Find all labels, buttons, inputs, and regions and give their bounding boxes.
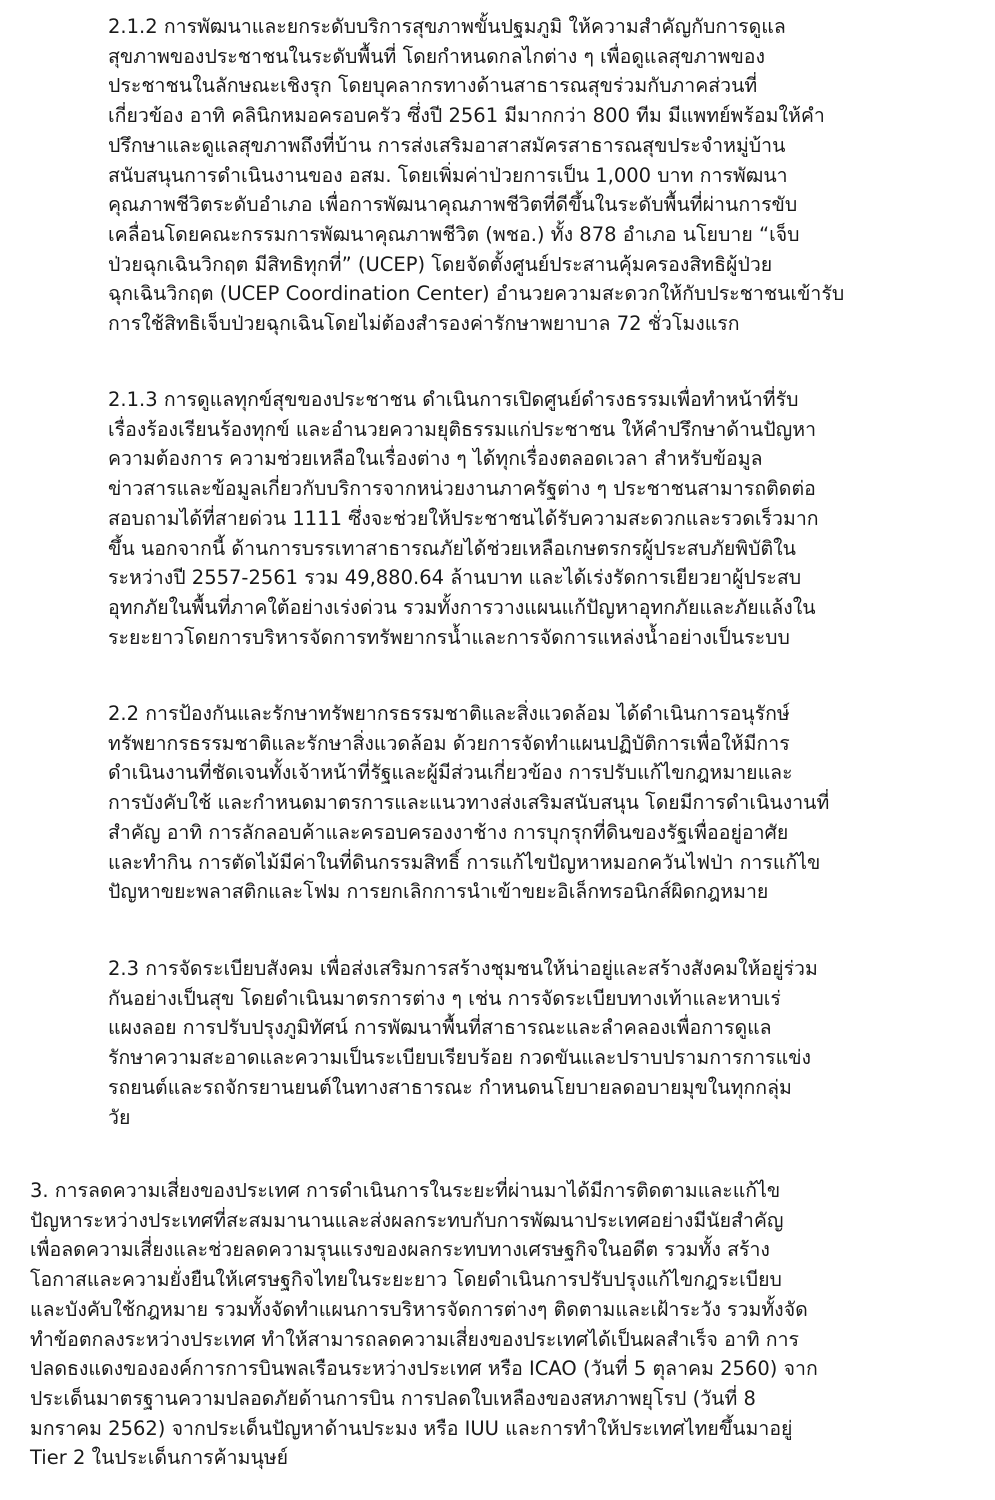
paragraph-2-2: 2.2 การป้องกันและรักษาทรัพยากรธรรมชาติและสิ่งแวดล้อม ได้ดำเนินการอนุรักษ์ ทรัพยากรธรรมชาติและรักษาสิ่งแวดล้อม ด้วยการจัดทำแผนปฏิบัติการเพื่อให้มีการ ดำเนินงานที่ชัดเจนทั้งเจ้าหน้าที่รัฐและผู้มีส่วนเกี่ยวข้อง การปรับแก้ไขกฎหมายและ การบังคับใช้ และกำหนดมาตรการและแนวทางส่งเสริมสนับสนุน โดยมีการดำเนินงานที่ สำคัญ อาทิ การลักลอบค้าและครอบครองงาช้าง การบุกรุกที่ดินของรัฐเพื่ออยู่อาศัย และทำกิน การตัดไม้มีค่าในที่ดินกรรมสิทธิ์ การแก้ไขปัญหาหมอกควันไฟป่า การแก้ไข ปัญหาขยะพลาสติกและโฟม การยกเลิกการนำเข้าขยะอิเล็กทรอนิกส์ผิดกฎหมาย [108,702,830,904]
paragraph-3: 3. การลดความเสี่ยงของประเทศ การดำเนินการในระยะที่ผ่านมาได้มีการติดตามและแก้ไข ปัญหาระหว่างประเทศที่สะสมมานานและส่งผลกระทบกับการพัฒนาประเทศอย่างมีนัยสำคัญ เพื่อลดความเสี่ยงและช่วยลดความรุนแรงของผลกระทบทางเศรษฐกิจในอดีต รวมทั้ง สร้าง โอกาสและความยั่งยืนให้เศรษฐกิจไทยในระยะยาว โดยดำเนินการปรับปรุงแก้ไขกฎระเบียบ และบังคับใช้กฎหมาย รวมทั้งจัดทำแผนการบริหารจัดการต่างๆ ติดตามและเฝ้าระวัง รวมทั้งจัด ทำข้อตกลงระหว่างประเทศ ทำให้สามารถลดความเสี่ยงของประเทศได้เป็นผลสำเร็จ อาทิ การ ปลดธงแดงขององค์การการบินพลเรือนระหว่างประเทศ หรือ ICAO (วันที่ 5 ตุลาคม 2560) จาก ประเด็นมาตรฐานความปลอดภัยด้านการบิน การปลดใบเหลืองของสหภาพยุโรป (วันที่ 8 มกราคม 2562) จากประเด็นปัญหาด้านประมง หรือ IUU และการทำให้ประเทศไทยขึ้นมาอยู่ Tier 2 ในประเด็นการค้ามนุษย์ [30,1179,818,1470]
paragraph-2-3: 2.3 การจัดระเบียบสังคม เพื่อส่งเสริมการสร้างชุมชนให้น่าอยู่และสร้างสังคมให้อยู่ร่วม กันอย่างเป็นสุข โดยดำเนินมาตรการต่าง ๆ เช่น การจัดระเบียบทางเท้าและหาบเร่ แผงลอย การปรับปรุงภูมิทัศน์ การพัฒนาพื้นที่สาธารณะและลำคลองเพื่อการดูแล รักษาความสะอาดและความเป็นระเบียบเรียบร้อย กวดขันและปราบปรามการการแข่ง รถยนต์และรถจักรยานยนต์ในทางสาธารณะ กำหนดนโยบายลดอบายมุขในทุกกลุ่ม วัย [108,957,818,1129]
paragraph-2-1-3: 2.1.3 การดูแลทุกข์สุขของประชาชน ดำเนินการเปิดศูนย์ดำรงธรรมเพื่อทำหน้าที่รับ เรื่องร้องเรียนร้องทุกข์ และอำนวยความยุติธรรมแก่ประชาชน ให้คำปรึกษาด้านปัญหา ความต้องการ ความช่วยเหลือในเรื่องต่าง ๆ ได้ทุกเรื่องตลอดเวลา สำหรับข้อมูล ข่าวสารและข้อมูลเกี่ยวกับบริการจากหน่วยงานภาครัฐต่าง ๆ ประชาชนสามารถติดต่อ สอบถามได้ที่สายด่วน 1111 ซึ่งจะช่วยให้ประชาชนได้รับความสะดวกและรวดเร็วมาก ขึ้น นอกจากนี้ ด้านการบรรเทาสาธารณภัยได้ช่วยเหลือเกษตรกรผู้ประสบภัยพิบัติใน ระหว่างปี 2557-2561 รวม 49,880.64 ล้านบาท และได้เร่งรัดการเยียวยาผู้ประสบ อุทกภัยในพื้นที่ภาคใต้อย่างเร่งด่วน รวมทั้งการวางแผนแก้ปัญหาอุทกภัยและภัยแล้งใน ระยะยาวโดยการบริหารจัดการทรัพยากรน้ำและการจัดการแหล่งน้ำอย่างเป็นระบบ [108,388,819,649]
paragraph-2-1-2: 2.1.2 การพัฒนาและยกระดับบริการสุขภาพขั้นปฐมภูมิ ให้ความสำคัญกับการดูแล สุขภาพของประชาชนในระดับพื้นที่ โดยกำหนดกลไกต่าง ๆ เพื่อดูแลสุขภาพของ ประชาชนในลักษณะเชิงรุก โดยบุคลากรทางด้านสาธารณสุขร่วมกับภาคส่วนที่ เกี่ยวข้อง อาทิ คลินิกหมอครอบครัว ซึ่งปี 2561 มีมากกว่า 800 ทีม มีแพทย์พร้อมให้คำ ปรึกษาและดูแลสุขภาพถึงที่บ้าน การส่งเสริมอาสาสมัครสาธารณสุขประจำหมู่บ้าน สนับสนุนการดำเนินงานของ อสม. โดยเพิ่มค่าป่วยการเป็น 1,000 บาท การพัฒนา คุณภาพชีวิตระดับอำเภอ เพื่อการพัฒนาคุณภาพชีวิตที่ดีขึ้นในระดับพื้นที่ผ่านการขับ เคลื่อนโดยคณะกรรมการพัฒนาคุณภาพชีวิต (พชอ.) ทั้ง 878 อำเภอ นโยบาย “เจ็บ ป่วยฉุกเฉินวิกฤต มีสิทธิทุกที่” (UCEP) โดยจัดตั้งศูนย์ประสานคุ้มครองสิทธิผู้ป่วย ฉุกเฉินวิกฤต (UCEP Coordination Center) อำนวยความสะดวกให้กับประชาชนเข้ารับ การใช้สิทธิเจ็บป่วยฉุกเฉินโดยไม่ต้องสำรองค่ารักษาพยาบาล 72 ชั่วโมงแรก [108,15,845,336]
